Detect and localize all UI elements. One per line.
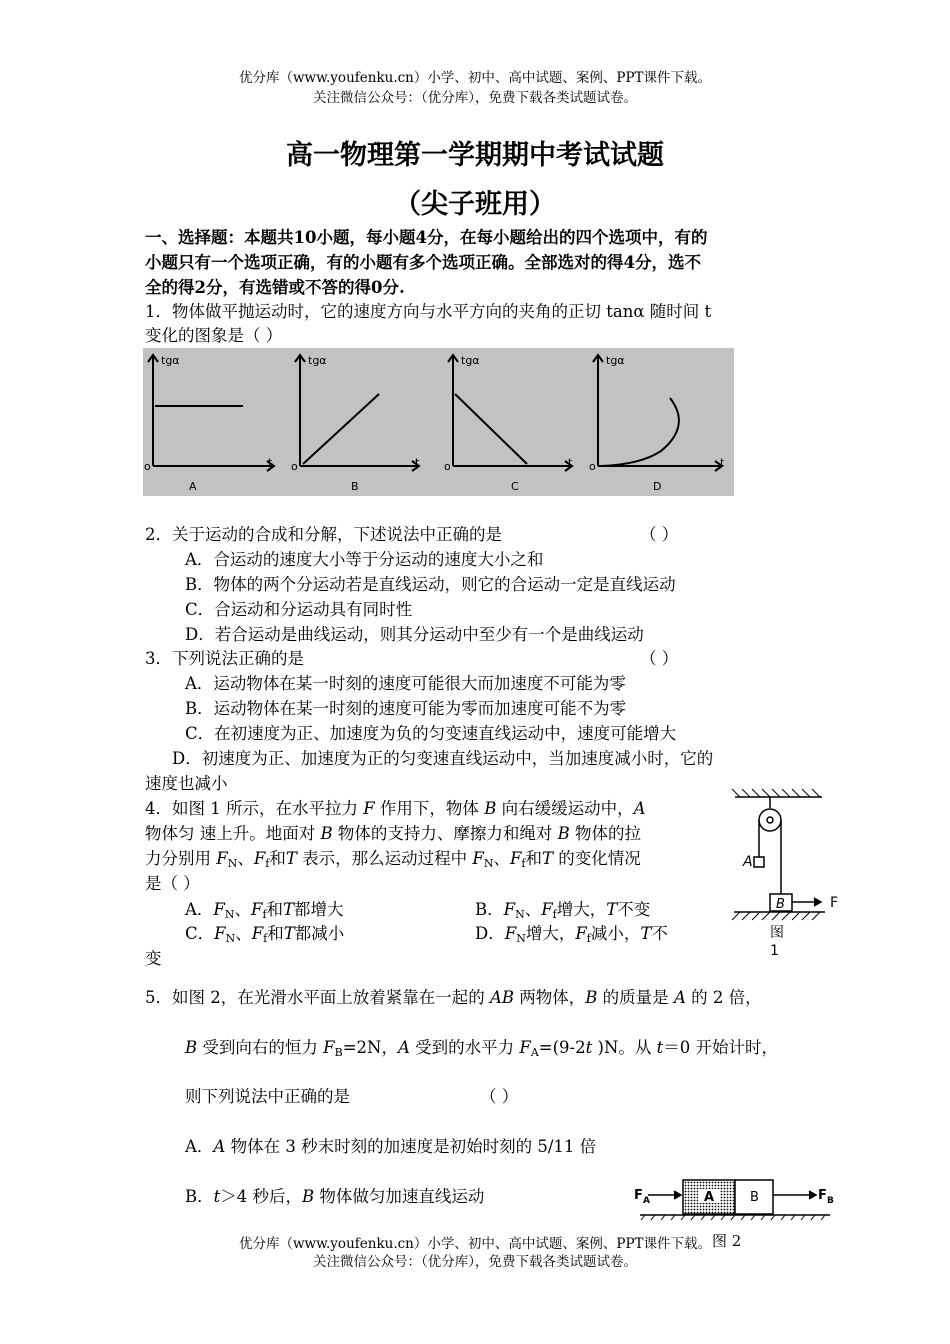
footer-line-1: 优分库（www.youfenku.cn）小学、初中、高中试题、案例、PPT课件下载。	[238, 1236, 712, 1252]
header-line-2: 关注微信公众号：（优分库），免费下载各类试题试卷。	[313, 90, 637, 106]
q3-option-d-continued: 速度也减小	[145, 774, 228, 793]
q5-figure-2	[630, 1175, 840, 1225]
footer-line-2: 关注微信公众号：（优分库），免费下载各类试题试卷。	[313, 1254, 637, 1270]
q5-stem-line-2: B 受到向右的恒力 $F_B=2N$，A 受到的水平力 $F_A=(9-2t$ )N。从 t＝0 开始计时，	[185, 1038, 779, 1059]
graph-c-t-label: t	[568, 456, 573, 469]
fig2-force-b: F	[818, 1188, 827, 1203]
q3-option-b: B．运动物体在某一时刻的速度可能为零而加速度可能不为零	[185, 699, 627, 718]
q4-stem-line-1: 4．如图 1 所示，在水平拉力 F 作用下，物体 B 向右缓缓运动中，A	[145, 799, 646, 818]
graph-d-axis-label: tgα	[606, 354, 625, 367]
q5-option-a: A．A 物体在 3 秒末时刻的加速度是初始时刻的 5/11 倍	[185, 1137, 597, 1156]
graph-a-t-label: t	[268, 456, 273, 469]
q5-stem-line-1: 5．如图 2，在光滑水平面上放着紧靠在一起的 AB 两物体，B 的质量是 A 的 2 倍，	[145, 988, 762, 1007]
q1-stem-line-1: 1．物体做平抛运动时，它的速度方向与水平方向的夹角的正切 tanα 随时间 t	[145, 302, 712, 321]
graph-a-label: A	[189, 480, 197, 493]
graph-b-t-label: t	[415, 456, 420, 469]
section-instructions-line-3: 全的得2分，有选错或不答的得0分.	[145, 278, 405, 297]
q4-option-d: D．$F_N$增大，$F_f$减小，T不	[475, 924, 668, 945]
q3-option-c: C．在初速度为正、加速度为负的匀变速直线运动中，速度可能增大	[185, 724, 677, 743]
q4-option-d-continued: 变	[145, 949, 162, 968]
q5-stem-line-3: 则下列说法中正确的是	[185, 1087, 350, 1106]
q2-option-b: B．物体的两个分运动若是直线运动，则它的合运动一定是直线运动	[185, 575, 676, 594]
section-instructions-line-2: 小题只有一个选项正确，有的小题有多个选项正确。全部选对的得4分，选不	[145, 253, 701, 272]
fig1-label-f: F	[830, 895, 839, 911]
q1-stem-line-2: 变化的图象是（ ）	[145, 326, 283, 345]
fig1-label-a: A	[743, 854, 753, 870]
section-instructions-line-1: 一、选择题：本题共10小题，每小题4分，在每小题给出的四个选项中，有的	[145, 228, 708, 247]
q2-option-d: D．若合运动是曲线运动，则其分运动中至少有一个是曲线运动	[185, 625, 644, 644]
q1-graphs-figure	[143, 348, 734, 496]
q4-option-b: B．$F_N$、$F_f$增大，T不变	[475, 900, 651, 921]
q3-option-d: D．初速度为正、加速度为正的匀变速直线运动中，当加速度减小时，它的	[172, 749, 714, 768]
graph-a-origin: o	[144, 460, 151, 473]
fig2-box-a-label: A	[704, 1190, 715, 1205]
q4-stem-line-2: 物体匀 速上升。地面对 B 物体的支持力、摩擦力和绳对 B 物体的拉	[145, 824, 642, 843]
q2-answer-paren: （ ）	[640, 525, 679, 544]
q3-answer-paren: （ ）	[640, 649, 679, 668]
q5-answer-paren: （ ）	[480, 1087, 519, 1106]
q4-stem-line-3: 力分别用 $F_N$、$F_f$和T 表示，那么运动过程中 $F_N$、$F_f$和T 的变化情况	[145, 849, 641, 870]
graph-d-t-label: t	[720, 456, 725, 469]
q2-option-c: C．合运动和分运动具有同时性	[185, 600, 413, 619]
q4-figure-1	[730, 782, 845, 962]
fig2-force-a: F	[634, 1188, 643, 1203]
header-line-1: 优分库（www.youfenku.cn）小学、初中、高中试题、案例、PPT课件下载。	[238, 70, 712, 86]
graph-b-label: B	[351, 480, 359, 493]
graph-b-axis-label: tgα	[308, 354, 327, 367]
graph-c-axis-label: tgα	[461, 354, 480, 367]
graph-d-label: D	[653, 480, 662, 493]
fig2-force-a-sub: A	[643, 1196, 650, 1206]
q3-option-a: A．运动物体在某一时刻的速度可能很大而加速度不可能为零	[185, 674, 626, 693]
q2-stem: 2．关于运动的合成和分解，下述说法中正确的是	[145, 525, 502, 544]
fig2-force-b-sub: B	[827, 1196, 834, 1206]
fig2-caption: 图 2	[712, 1232, 742, 1250]
fig1-caption: 图	[770, 925, 784, 941]
q4-option-c: C．$F_N$、$F_f$和T都减小	[185, 924, 345, 945]
page-title: 高一物理第一学期期中考试试题	[286, 140, 664, 171]
page-subtitle: （尖子班用）	[394, 189, 556, 220]
fig1-label-b: B	[776, 897, 785, 912]
graph-a-axis-label: tgα	[161, 354, 180, 367]
q3-stem: 3．下列说法正确的是	[145, 649, 304, 668]
graph-c-label: C	[511, 480, 519, 493]
fig1-caption-number: 1	[770, 943, 779, 959]
graph-d-origin: o	[589, 460, 596, 473]
q4-stem-line-4: 是（ ）	[145, 874, 200, 893]
graph-b-origin: o	[291, 460, 298, 473]
fig2-box-b-label: B	[750, 1190, 759, 1205]
q2-option-a: A．合运动的速度大小等于分运动的速度大小之和	[185, 550, 544, 569]
q4-option-a: A．$F_N$、$F_f$和T都增大	[185, 900, 344, 921]
graph-c-origin: o	[444, 460, 451, 473]
q5-option-b: B．t＞4 秒后，B 物体做匀加速直线运动	[185, 1187, 485, 1206]
